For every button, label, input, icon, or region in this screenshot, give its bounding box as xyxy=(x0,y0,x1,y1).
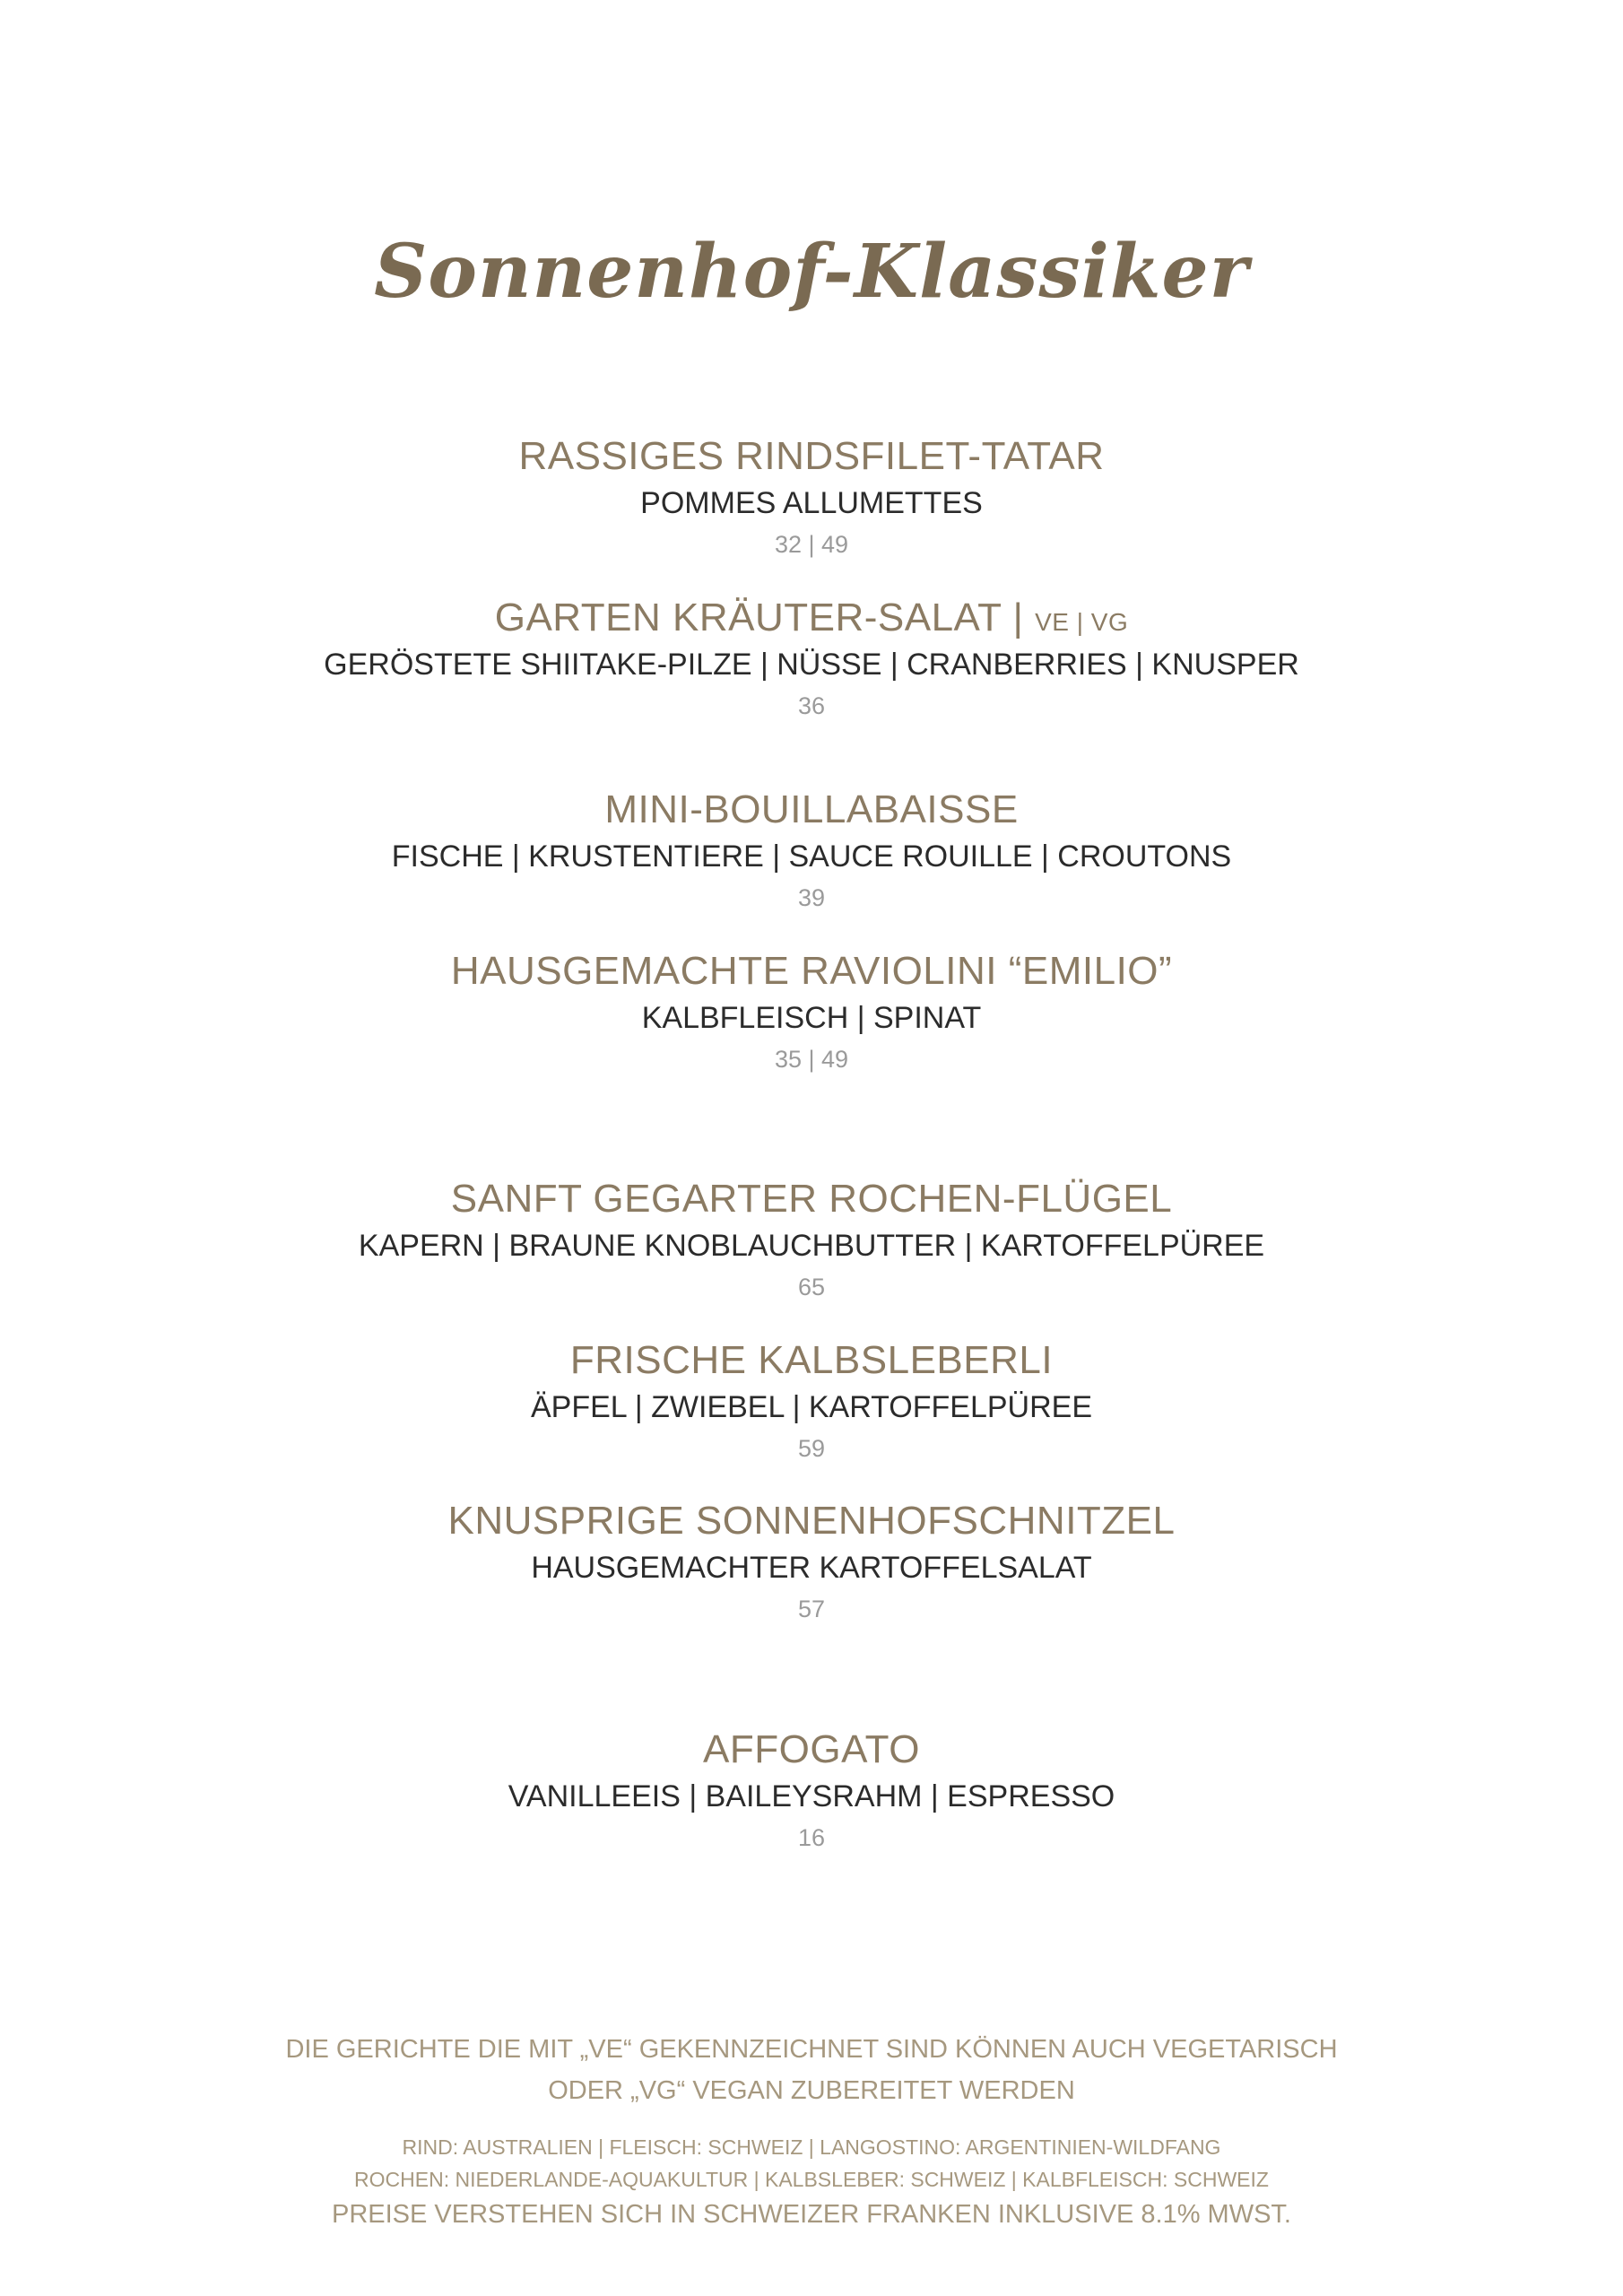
dish-name: FRISCHE KALBSLEBERLI xyxy=(569,1338,1054,1382)
dish-price: 65 xyxy=(797,1274,826,1300)
dish-item xyxy=(0,947,1623,1078)
dish-item xyxy=(0,1336,1623,1467)
dish-name: RASSIGES RINDSFILET-TATAR xyxy=(518,434,1105,478)
dish-description: VANILLEEIS | BAILEYSRAHM | ESPRESSO xyxy=(508,1779,1115,1813)
dish-tags: VE | VG xyxy=(1035,608,1129,636)
dish-price: 35 | 49 xyxy=(774,1046,849,1073)
dish-price: 16 xyxy=(797,1824,826,1851)
dish-item xyxy=(0,1175,1623,1306)
dish-description: ÄPFEL | ZWIEBEL | KARTOFFELPÜREE xyxy=(530,1390,1093,1424)
dish-description: HAUSGEMACHTER KARTOFFELSALAT xyxy=(531,1551,1092,1585)
dish-description: KALBFLEISCH | SPINAT xyxy=(641,1001,982,1035)
footer-note-line: ODER „VG“ VEGAN ZUBEREITET WERDEN xyxy=(548,2076,1075,2105)
dish-price: 59 xyxy=(797,1435,826,1462)
dish-description: KAPERN | BRAUNE KNOBLAUCHBUTTER | KARTOFFELPÜREE xyxy=(358,1229,1265,1263)
dish-item xyxy=(0,1726,1623,1857)
dish-item xyxy=(0,786,1623,917)
dish-name: HAUSGEMACHTE RAVIOLINI “EMILIO” xyxy=(450,949,1173,993)
dish-item xyxy=(0,1497,1623,1628)
dish-price: 36 xyxy=(797,692,826,719)
footer-prices-note: PREISE VERSTEHEN SICH IN SCHWEIZER FRANKEN INKLUSIVE 8.1% MWST. xyxy=(332,2200,1291,2229)
dish-description: GERÖSTETE SHIITAKE-PILZE | NÜSSE | CRANBERRIES | KNUSPER xyxy=(324,648,1299,682)
footer-origin-line: RIND: AUSTRALIEN | FLEISCH: SCHWEIZ | LANGOSTINO: ARGENTINIEN-WILDFANG xyxy=(402,2135,1221,2159)
menu-title: Sonnenhof-Klassiker xyxy=(374,229,1249,315)
dish-item xyxy=(0,594,1623,725)
dish-item xyxy=(0,432,1623,563)
footer-origin-line: ROCHEN: NIEDERLANDE-AQUAKULTUR | KALBSLEBER: SCHWEIZ | KALBFLEISCH: SCHWEIZ xyxy=(354,2168,1269,2191)
footer-origin-note xyxy=(0,2131,1623,2233)
dish-name: GARTEN KRÄUTER-SALAT | VE | VG xyxy=(494,596,1129,639)
footer-note-line: DIE GERICHTE DIE MIT „VE“ GEKENNZEICHNET SIND KÖNNEN AUCH VEGETARISCH xyxy=(285,2035,1338,2064)
dish-name: SANFT GEGARTER ROCHEN-FLÜGEL xyxy=(450,1177,1173,1221)
dish-name: MINI-BOUILLABAISSE xyxy=(604,787,1019,831)
dish-price: 32 | 49 xyxy=(774,531,849,558)
dish-price: 39 xyxy=(797,884,826,911)
dish-description: POMMES ALLUMETTES xyxy=(640,486,983,520)
dish-name: KNUSPRIGE SONNENHOFSCHNITZEL xyxy=(447,1499,1176,1543)
dish-name: AFFOGATO xyxy=(703,1727,920,1771)
footer-vegetarian-note xyxy=(0,2029,1623,2111)
dish-price: 57 xyxy=(797,1596,826,1622)
dish-description: FISCHE | KRUSTENTIERE | SAUCE ROUILLE | CROUTONS xyxy=(391,839,1232,874)
